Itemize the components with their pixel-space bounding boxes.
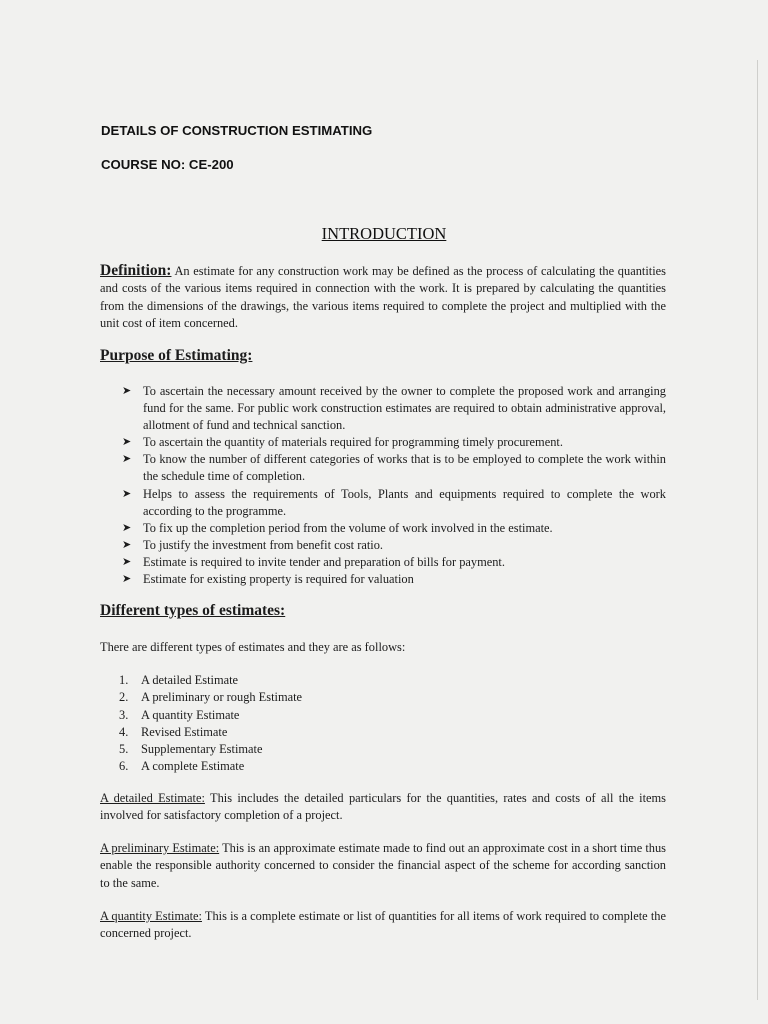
types-heading: Different types of estimates: — [100, 602, 286, 619]
list-number: 2. — [119, 690, 129, 705]
list-item-text: A detailed Estimate — [141, 673, 239, 687]
list-item-text: Estimate for existing property is required for valuation — [143, 572, 414, 587]
types-list — [119, 672, 302, 776]
list-number: 3. — [119, 707, 129, 722]
list-item-text: To ascertain the necessary amount received by the owner to complete the proposed work and arranging fund for the same. For public work construction estimates are required to obtain administrative approval, allotment of fund and technical sanction. — [143, 384, 666, 433]
preliminary-estimate-paragraph — [100, 840, 666, 892]
list-number: 5. — [119, 742, 129, 757]
definition-paragraph — [100, 262, 666, 332]
list-item — [122, 554, 666, 571]
section-heading-introduction: INTRODUCTION — [321, 224, 447, 243]
list-item-text: A preliminary or rough Estimate — [141, 690, 303, 705]
list-item — [122, 434, 666, 451]
quantity-estimate-term: A quantity Estimate: — [100, 909, 202, 923]
list-item-text: A quantity Estimate — [141, 707, 240, 722]
page-edge — [757, 60, 758, 1000]
list-number: 4. — [119, 724, 129, 739]
arrow-bullet-icon: ➤ — [122, 436, 132, 449]
list-item-text: Estimate is required to invite tender and preparation of bills for payment. — [143, 554, 505, 569]
arrow-bullet-icon: ➤ — [122, 487, 132, 500]
list-item — [122, 451, 666, 485]
arrow-bullet-icon: ➤ — [122, 521, 132, 534]
document-title: DETAILS OF CONSTRUCTION ESTIMATING — [101, 123, 373, 138]
list-number: 1. — [119, 673, 129, 687]
types-intro: There are different types of estimates and they are as follows: — [100, 640, 406, 654]
document-header — [101, 123, 372, 191]
arrow-bullet-icon: ➤ — [122, 453, 132, 466]
list-item — [122, 486, 666, 520]
arrow-bullet-icon: ➤ — [122, 573, 132, 586]
list-item-text: To justify the investment from benefit cost ratio. — [143, 537, 384, 552]
quantity-estimate-text: This is a complete estimate or list of quantities for all items of work required to complete the concerned project. — [100, 909, 666, 941]
preliminary-estimate-term: A preliminary Estimate: — [100, 841, 220, 855]
course-number: COURSE NO: CE-200 — [101, 157, 234, 172]
list-item — [122, 571, 666, 588]
list-item-text: Revised Estimate — [141, 724, 228, 739]
list-item-text: Supplementary Estimate — [141, 742, 263, 757]
detailed-estimate-paragraph — [100, 790, 666, 825]
list-item — [119, 672, 302, 689]
list-item-text: To ascertain the quantity of materials required for programming timely procurement. — [143, 435, 563, 450]
arrow-bullet-icon: ➤ — [122, 555, 132, 568]
quantity-estimate-paragraph — [100, 908, 666, 943]
arrow-bullet-icon: ➤ — [122, 385, 132, 397]
preliminary-estimate-text: This is an approximate estimate made to find out an approximate cost in a short time thus enable the responsible authority concerned to consider the financial aspect of the scheme for according sanction to the same. — [100, 841, 666, 890]
list-item-text: To fix up the completion period from the volume of work involved in the estimate. — [143, 520, 553, 535]
list-item — [119, 707, 302, 724]
list-item-text: A complete Estimate — [141, 759, 245, 774]
definition-label: Definition: — [100, 262, 172, 279]
definition-text: An estimate for any construction work may be defined as the process of calculating the quantities and costs of the various items required in connection with the work. It is prepared by calculating the quantities from the dimensions of the drawings, the various items required to complete the project and multiplied with the unit cost of item concerned. — [100, 264, 666, 330]
list-item — [119, 758, 302, 775]
purpose-heading: Purpose of Estimating: — [100, 347, 253, 364]
list-item — [122, 537, 666, 554]
list-item — [119, 689, 302, 706]
detailed-estimate-text: This includes the detailed particulars for the quantities, rates and costs of all the items involved for satisfactory completion of a project. — [100, 791, 666, 823]
list-item — [122, 383, 666, 434]
list-item — [122, 520, 666, 537]
list-item-text: To know the number of different categories of works that is to be employed to complete the work within the schedule time of completion. — [143, 452, 666, 484]
detailed-estimate-term: A detailed Estimate: — [100, 791, 205, 805]
list-item-text: Helps to assess the requirements of Tools, Plants and equipments required to complete the work according to the programme. — [143, 486, 666, 518]
list-number: 6. — [119, 759, 129, 774]
list-item — [119, 741, 302, 758]
list-item — [119, 724, 302, 741]
arrow-bullet-icon: ➤ — [122, 538, 132, 551]
purpose-list — [122, 383, 666, 588]
